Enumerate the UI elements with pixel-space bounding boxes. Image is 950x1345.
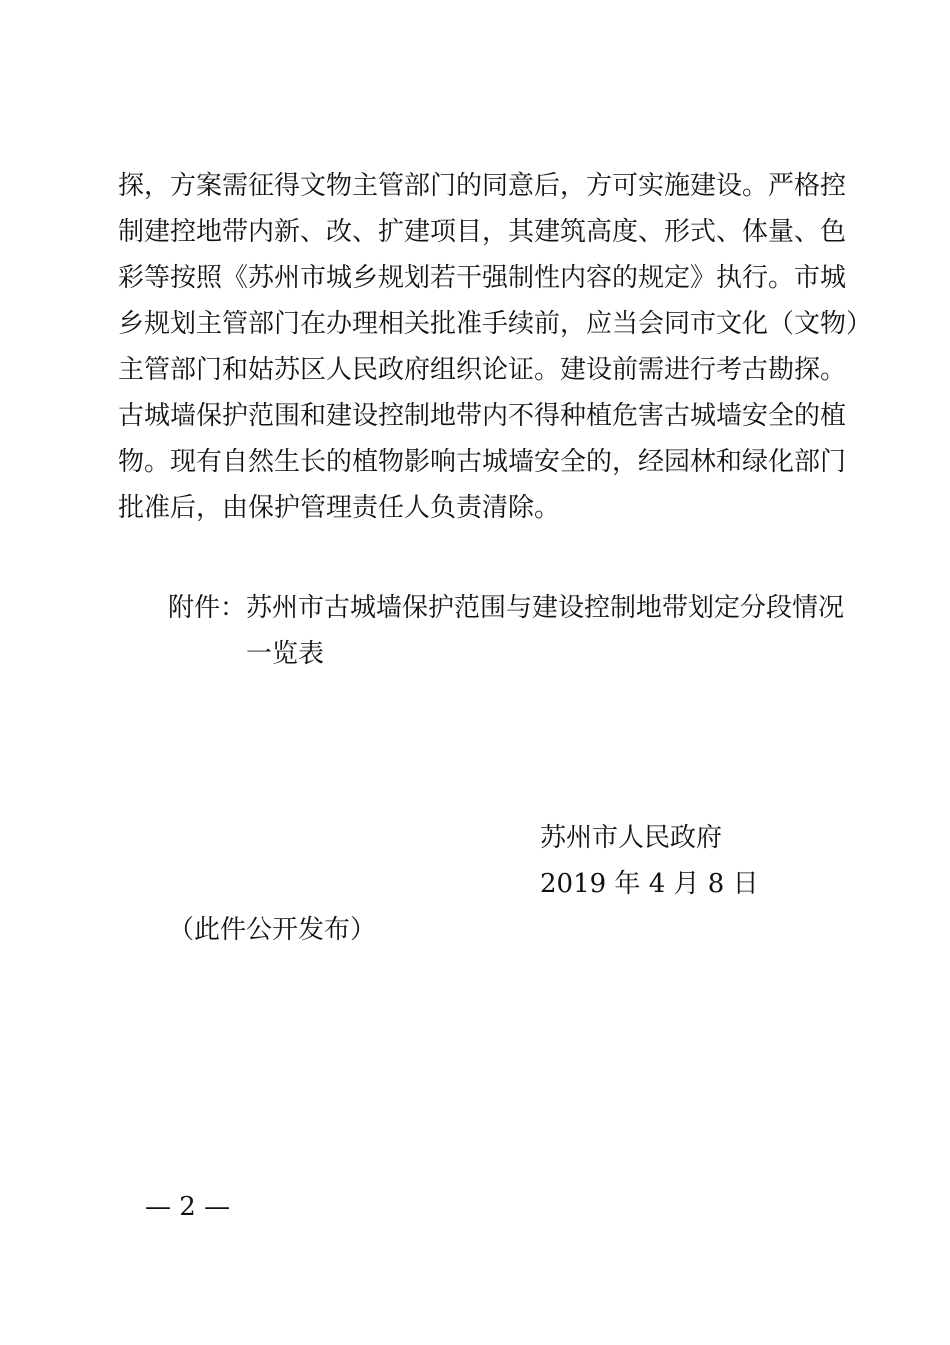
body-paragraph <box>118 163 873 531</box>
body-line: 物。现有自然生长的植物影响古城墙安全的，经园林和绿化部门 <box>118 447 847 477</box>
body-line: 彩等按照《苏州市城乡规划若干强制性内容的规定》执行。市城 <box>118 263 847 293</box>
body-line: 乡规划主管部门在办理相关批准手续前，应当会同市文化（文物） <box>118 309 873 339</box>
body-line: 制建控地带内新、改、扩建项目，其建筑高度、形式、体量、色 <box>118 217 847 247</box>
body-line: 古城墙保护范围和建设控制地带内不得种植危害古城墙安全的植 <box>118 401 847 431</box>
page-number: — 2 — <box>145 1192 231 1222</box>
attachment-note <box>168 585 845 677</box>
body-line: 探，方案需征得文物主管部门的同意后，方可实施建设。严格控 <box>118 171 847 201</box>
signature-organization: 苏州市人民政府 <box>540 823 723 853</box>
attachment-line: 附件：苏州市古城墙保护范围与建设控制地带划定分段情况 <box>168 593 845 623</box>
attachment-line: 一览表 <box>246 639 325 669</box>
body-line: 主管部门和姑苏区人民政府组织论证。建设前需进行考古勘探。 <box>118 355 847 385</box>
signature-date: 2019 年 4 月 8 日 <box>540 869 759 899</box>
body-line: 批准后，由保护管理责任人负责清除。 <box>118 493 561 523</box>
publication-note: （此件公开发布） <box>168 915 377 945</box>
